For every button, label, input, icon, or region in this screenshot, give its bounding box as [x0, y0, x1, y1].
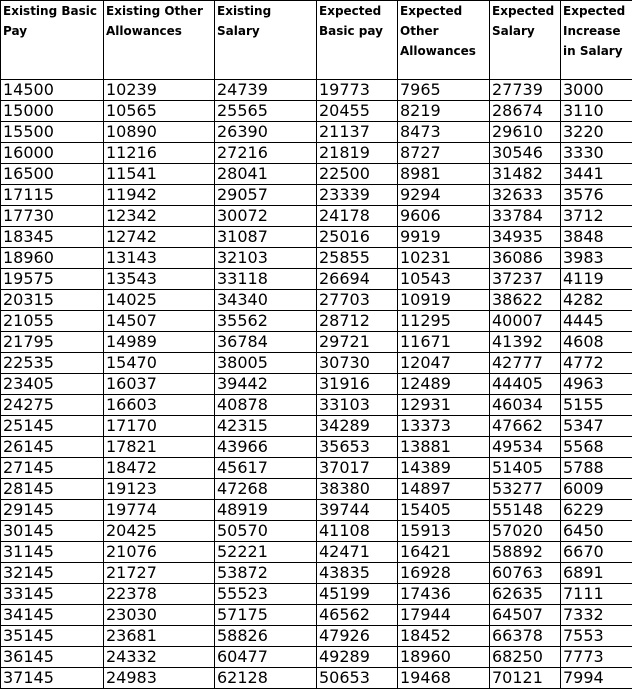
expected-salary-header: Expected Salary — [490, 1, 561, 80]
table-cell: 25016 — [317, 227, 398, 248]
table-body — [1, 80, 632, 689]
table-row — [1, 647, 632, 668]
table-cell: 25565 — [215, 101, 317, 122]
table-cell: 6891 — [561, 563, 632, 584]
table-cell: 36784 — [215, 332, 317, 353]
existing-other-allowances-header: Existing Other Allowances — [104, 1, 215, 80]
table-row — [1, 143, 632, 164]
table-cell: 42777 — [490, 353, 561, 374]
table-cell: 31916 — [317, 374, 398, 395]
table-cell: 34340 — [215, 290, 317, 311]
table-cell: 30145 — [1, 521, 104, 542]
table-row — [1, 605, 632, 626]
table-cell: 58826 — [215, 626, 317, 647]
table-row — [1, 521, 632, 542]
table-cell: 20455 — [317, 101, 398, 122]
table-cell: 24275 — [1, 395, 104, 416]
table-cell: 42315 — [215, 416, 317, 437]
table-cell: 70121 — [490, 668, 561, 689]
table-cell: 11942 — [104, 185, 215, 206]
table-cell: 68250 — [490, 647, 561, 668]
table-cell: 3220 — [561, 122, 632, 143]
table-row — [1, 164, 632, 185]
table-cell: 16000 — [1, 143, 104, 164]
table-cell: 58892 — [490, 542, 561, 563]
table-cell: 4282 — [561, 290, 632, 311]
table-cell: 23405 — [1, 374, 104, 395]
expected-basic-pay-header: Expected Basic pay — [317, 1, 398, 80]
table-cell: 10919 — [398, 290, 490, 311]
table-row — [1, 416, 632, 437]
table-cell: 23339 — [317, 185, 398, 206]
table-cell: 11671 — [398, 332, 490, 353]
table-cell: 49289 — [317, 647, 398, 668]
table-cell: 20425 — [104, 521, 215, 542]
table-cell: 28145 — [1, 479, 104, 500]
table-cell: 30730 — [317, 353, 398, 374]
table-cell: 9294 — [398, 185, 490, 206]
table-cell: 10231 — [398, 248, 490, 269]
table-cell: 55523 — [215, 584, 317, 605]
table-cell: 21795 — [1, 332, 104, 353]
expected-increase-header: Expected Increase in Salary — [561, 1, 632, 80]
table-cell: 30072 — [215, 206, 317, 227]
table-cell: 21076 — [104, 542, 215, 563]
table-cell: 48919 — [215, 500, 317, 521]
table-cell: 15405 — [398, 500, 490, 521]
table-cell: 24178 — [317, 206, 398, 227]
table-cell: 45617 — [215, 458, 317, 479]
table-cell: 37017 — [317, 458, 398, 479]
table-cell: 10890 — [104, 122, 215, 143]
table-cell: 5568 — [561, 437, 632, 458]
table-row — [1, 311, 632, 332]
table-cell: 8981 — [398, 164, 490, 185]
table-cell: 66378 — [490, 626, 561, 647]
table-cell: 22500 — [317, 164, 398, 185]
table-cell: 18472 — [104, 458, 215, 479]
table-cell: 29057 — [215, 185, 317, 206]
table-cell: 6670 — [561, 542, 632, 563]
table-cell: 16928 — [398, 563, 490, 584]
table-cell: 40007 — [490, 311, 561, 332]
table-cell: 4772 — [561, 353, 632, 374]
table-cell: 50570 — [215, 521, 317, 542]
table-cell: 36145 — [1, 647, 104, 668]
table-cell: 21727 — [104, 563, 215, 584]
table-cell: 31145 — [1, 542, 104, 563]
table-row — [1, 122, 632, 143]
table-cell: 40878 — [215, 395, 317, 416]
table-cell: 60477 — [215, 647, 317, 668]
table-cell: 16037 — [104, 374, 215, 395]
table-cell: 21137 — [317, 122, 398, 143]
table-row — [1, 374, 632, 395]
table-cell: 12342 — [104, 206, 215, 227]
table-cell: 6009 — [561, 479, 632, 500]
table-cell: 27145 — [1, 458, 104, 479]
table-cell: 7994 — [561, 668, 632, 689]
table-cell: 62635 — [490, 584, 561, 605]
table-cell: 12489 — [398, 374, 490, 395]
table-cell: 29610 — [490, 122, 561, 143]
table-cell: 41108 — [317, 521, 398, 542]
table-cell: 49534 — [490, 437, 561, 458]
table-cell: 55148 — [490, 500, 561, 521]
table-cell: 19575 — [1, 269, 104, 290]
table-cell: 35653 — [317, 437, 398, 458]
table-cell: 3983 — [561, 248, 632, 269]
table-cell: 14025 — [104, 290, 215, 311]
table-cell: 27216 — [215, 143, 317, 164]
table-cell: 31482 — [490, 164, 561, 185]
table-cell: 26390 — [215, 122, 317, 143]
table-cell: 14507 — [104, 311, 215, 332]
table-cell: 31087 — [215, 227, 317, 248]
table-cell: 38005 — [215, 353, 317, 374]
table-cell: 6229 — [561, 500, 632, 521]
table-cell: 17115 — [1, 185, 104, 206]
table-cell: 23030 — [104, 605, 215, 626]
table-cell: 47926 — [317, 626, 398, 647]
table-row — [1, 185, 632, 206]
table-row — [1, 626, 632, 647]
table-cell: 11295 — [398, 311, 490, 332]
table-cell: 14500 — [1, 80, 104, 101]
table-cell: 64507 — [490, 605, 561, 626]
table-cell: 3000 — [561, 80, 632, 101]
table-cell: 3110 — [561, 101, 632, 122]
table-cell: 27703 — [317, 290, 398, 311]
table-cell: 51405 — [490, 458, 561, 479]
table-cell: 9606 — [398, 206, 490, 227]
table-cell: 9919 — [398, 227, 490, 248]
table-cell: 43835 — [317, 563, 398, 584]
expected-other-allowances-header: Expected Other Allowances — [398, 1, 490, 80]
table-cell: 3848 — [561, 227, 632, 248]
table-cell: 12047 — [398, 353, 490, 374]
table-cell: 33103 — [317, 395, 398, 416]
table-cell: 32633 — [490, 185, 561, 206]
table-cell: 24332 — [104, 647, 215, 668]
table-cell: 18960 — [398, 647, 490, 668]
table-cell: 21055 — [1, 311, 104, 332]
table-cell: 7332 — [561, 605, 632, 626]
table-cell: 45199 — [317, 584, 398, 605]
table-cell: 17730 — [1, 206, 104, 227]
table-cell: 14897 — [398, 479, 490, 500]
table-cell: 22535 — [1, 353, 104, 374]
table-cell: 34145 — [1, 605, 104, 626]
table-cell: 24739 — [215, 80, 317, 101]
table-row — [1, 668, 632, 689]
table-cell: 60763 — [490, 563, 561, 584]
table-cell: 32145 — [1, 563, 104, 584]
table-row — [1, 353, 632, 374]
table-cell: 7965 — [398, 80, 490, 101]
table-cell: 14389 — [398, 458, 490, 479]
table-row — [1, 500, 632, 521]
table-cell: 13143 — [104, 248, 215, 269]
table-cell: 17821 — [104, 437, 215, 458]
table-cell: 12742 — [104, 227, 215, 248]
table-row — [1, 332, 632, 353]
table-cell: 16603 — [104, 395, 215, 416]
table-row — [1, 206, 632, 227]
table-cell: 4608 — [561, 332, 632, 353]
table-cell: 39442 — [215, 374, 317, 395]
table-cell: 17170 — [104, 416, 215, 437]
table-cell: 4119 — [561, 269, 632, 290]
table-cell: 34935 — [490, 227, 561, 248]
table-cell: 53872 — [215, 563, 317, 584]
table-cell: 53277 — [490, 479, 561, 500]
table-cell: 39744 — [317, 500, 398, 521]
table-cell: 38622 — [490, 290, 561, 311]
table-cell: 23681 — [104, 626, 215, 647]
table-cell: 10239 — [104, 80, 215, 101]
table-cell: 18452 — [398, 626, 490, 647]
table-cell: 3441 — [561, 164, 632, 185]
existing-basic-pay-header: Existing Basic Pay — [1, 1, 104, 80]
table-cell: 17944 — [398, 605, 490, 626]
table-cell: 26694 — [317, 269, 398, 290]
table-cell: 3576 — [561, 185, 632, 206]
table-cell: 24983 — [104, 668, 215, 689]
table-cell: 57020 — [490, 521, 561, 542]
table-cell: 36086 — [490, 248, 561, 269]
table-cell: 33145 — [1, 584, 104, 605]
table-cell: 19123 — [104, 479, 215, 500]
table-cell: 44405 — [490, 374, 561, 395]
table-cell: 38380 — [317, 479, 398, 500]
header-row — [1, 1, 632, 80]
table-cell: 19468 — [398, 668, 490, 689]
table-cell: 29721 — [317, 332, 398, 353]
table-cell: 4963 — [561, 374, 632, 395]
table-cell: 52221 — [215, 542, 317, 563]
table-cell: 15500 — [1, 122, 104, 143]
table-cell: 3712 — [561, 206, 632, 227]
table-row — [1, 227, 632, 248]
table-cell: 13881 — [398, 437, 490, 458]
table-cell: 47662 — [490, 416, 561, 437]
table-row — [1, 479, 632, 500]
table-row — [1, 437, 632, 458]
table-cell: 33118 — [215, 269, 317, 290]
table-cell: 37145 — [1, 668, 104, 689]
table-cell: 28674 — [490, 101, 561, 122]
table-cell: 6450 — [561, 521, 632, 542]
table-cell: 46562 — [317, 605, 398, 626]
table-cell: 47268 — [215, 479, 317, 500]
table-cell: 13373 — [398, 416, 490, 437]
table-cell: 8727 — [398, 143, 490, 164]
table-row — [1, 269, 632, 290]
table-cell: 26145 — [1, 437, 104, 458]
table-cell: 11541 — [104, 164, 215, 185]
table-row — [1, 290, 632, 311]
table-cell: 11216 — [104, 143, 215, 164]
table-cell: 8473 — [398, 122, 490, 143]
table-cell: 15000 — [1, 101, 104, 122]
table-cell: 25855 — [317, 248, 398, 269]
table-cell: 3330 — [561, 143, 632, 164]
table-cell: 10543 — [398, 269, 490, 290]
table-cell: 30546 — [490, 143, 561, 164]
table-cell: 32103 — [215, 248, 317, 269]
table-cell: 7773 — [561, 647, 632, 668]
existing-salary-header: Existing Salary — [215, 1, 317, 80]
table-cell: 5347 — [561, 416, 632, 437]
table-row — [1, 80, 632, 101]
table-cell: 22378 — [104, 584, 215, 605]
table-row — [1, 458, 632, 479]
table-cell: 35562 — [215, 311, 317, 332]
table-cell: 29145 — [1, 500, 104, 521]
table-cell: 28041 — [215, 164, 317, 185]
table-cell: 21819 — [317, 143, 398, 164]
table-cell: 4445 — [561, 311, 632, 332]
table-cell: 14989 — [104, 332, 215, 353]
table-cell: 17436 — [398, 584, 490, 605]
table-cell: 37237 — [490, 269, 561, 290]
table-cell: 57175 — [215, 605, 317, 626]
table-cell: 15470 — [104, 353, 215, 374]
table-cell: 50653 — [317, 668, 398, 689]
table-row — [1, 395, 632, 416]
table-cell: 7111 — [561, 584, 632, 605]
table-row — [1, 542, 632, 563]
table-cell: 34289 — [317, 416, 398, 437]
table-cell: 15913 — [398, 521, 490, 542]
table-cell: 19773 — [317, 80, 398, 101]
table-cell: 16421 — [398, 542, 490, 563]
table-cell: 25145 — [1, 416, 104, 437]
table-cell: 13543 — [104, 269, 215, 290]
table-row — [1, 584, 632, 605]
table-cell: 16500 — [1, 164, 104, 185]
table-cell: 12931 — [398, 395, 490, 416]
table-cell: 7553 — [561, 626, 632, 647]
table-cell: 42471 — [317, 542, 398, 563]
table-cell: 35145 — [1, 626, 104, 647]
table-cell: 5155 — [561, 395, 632, 416]
table-cell: 62128 — [215, 668, 317, 689]
table-row — [1, 248, 632, 269]
table-cell: 46034 — [490, 395, 561, 416]
table-cell: 27739 — [490, 80, 561, 101]
table-row — [1, 563, 632, 584]
table-cell: 20315 — [1, 290, 104, 311]
table-cell: 10565 — [104, 101, 215, 122]
table-cell: 43966 — [215, 437, 317, 458]
table-cell: 19774 — [104, 500, 215, 521]
table-cell: 28712 — [317, 311, 398, 332]
table-cell: 33784 — [490, 206, 561, 227]
table-cell: 41392 — [490, 332, 561, 353]
table-cell: 18960 — [1, 248, 104, 269]
table-cell: 18345 — [1, 227, 104, 248]
table-cell: 5788 — [561, 458, 632, 479]
table-cell: 8219 — [398, 101, 490, 122]
table-row — [1, 101, 632, 122]
